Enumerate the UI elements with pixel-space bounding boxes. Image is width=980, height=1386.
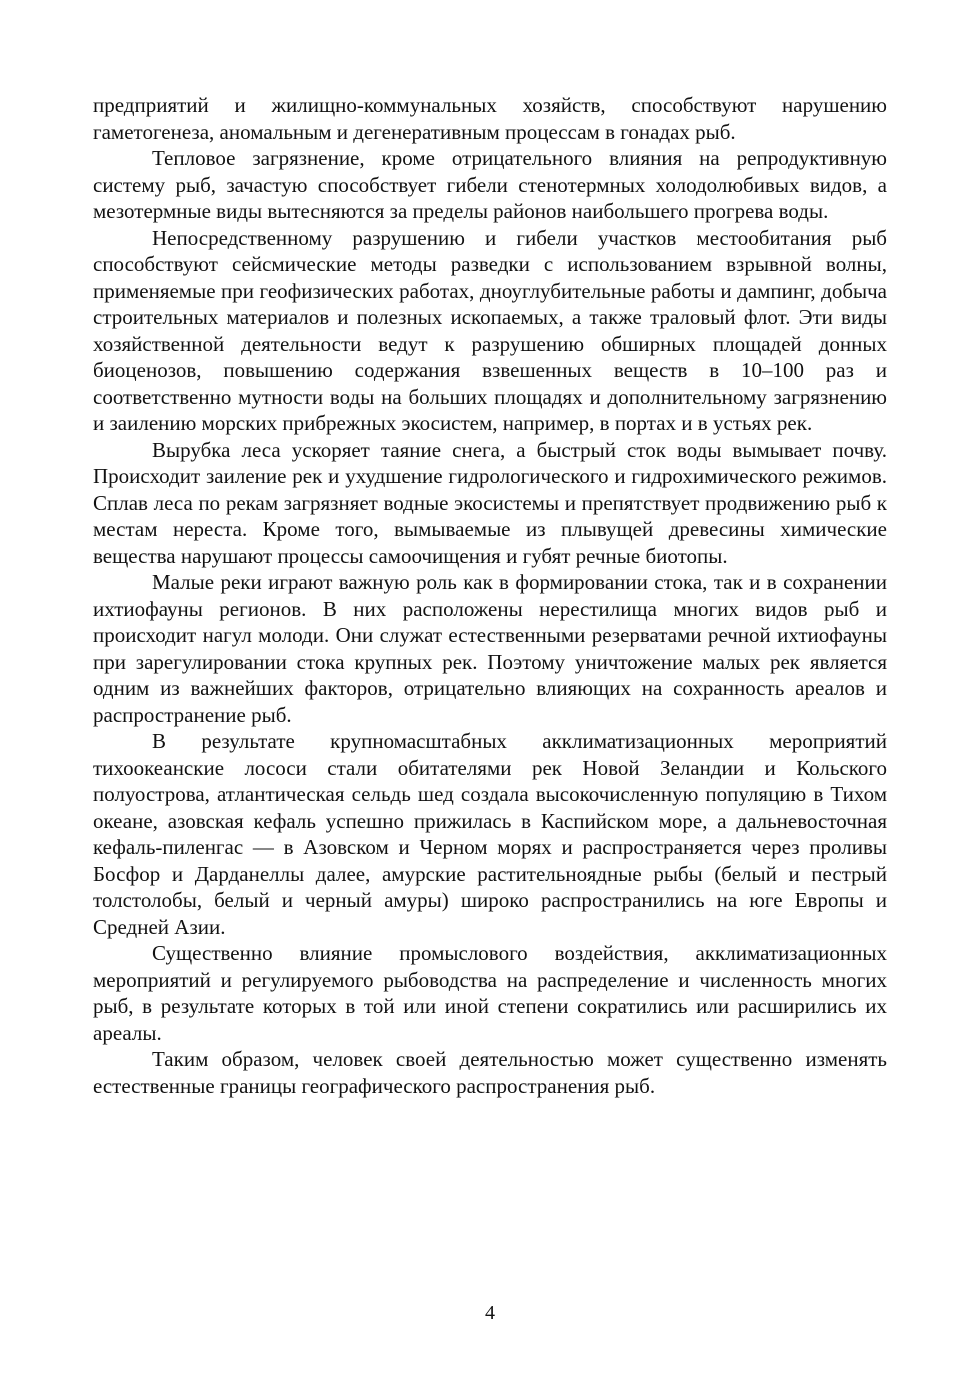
- paragraph-fishing-impact: Существенно влияние промыслового воздействия, акклиматизационных мероприятий и регулируемого рыбоводства на распределение и численность многих рыб, в результате которых в той или иной степени сократились или расширились их ареалы.: [93, 941, 887, 1045]
- paragraph-small-rivers: Малые реки играют важную роль как в формировании стока, так и в сохранении ихтиофауны регионов. В них расположены нерестилища многих видов рыб и происходит нагул молоди. Они служат естественными резерватами речной ихтиофауны при зарегулировании стока крупных рек. Поэтому уничтожение малых рек является одним из важнейших факторов, отрицательно влияющих на сохранность ареалов и распространение рыб.: [93, 570, 887, 727]
- page-number: 4: [485, 1302, 495, 1324]
- paragraph-continuation: предприятий и жилищно-коммунальных хозяйств, способствуют нарушению гаметогенеза, аномальным и дегенеративным процессам в гонадах рыб.: [93, 93, 887, 144]
- paragraph-habitat-destruction: Непосредственному разрушению и гибели участков местообитания рыб способствуют сейсмические методы разведки с использованием взрывной волны, применяемые при геофизических работах, дноуглубительные работы и дампинг, добыча строительных материалов и полезных ископаемых, а также траловый флот. Эти виды хозяйственной деятельности ведут к разрушению обширных площадей донных биоценозов, повышению содержания взвешенных веществ в 10–100 раз и соответственно мутности воды на больших площадях и дополнительному загрязнению и заилению морских прибрежных экосистем, например, в портах и в устьях рек.: [93, 225, 887, 435]
- paragraph-acclimatization: В результате крупномасштабных акклиматизационных мероприятий тихоокеанские лососи стали обитателями рек Новой Зеландии и Кольского полуострова, атлантическая сельдь шед создала высокочисленную популяцию в Тихом океане, азовская кефаль успешно прижилась в Каспийском море, а дальневосточная кефаль-пиленгас — в Азовском и Черном морях и распространяется через проливы Босфор и Дарданеллы далее, амурские растительноядные рыбы (белый и пестрый толстолобы, белый и черный амуры) широко распространились на юге Европы и Средней Азии.: [93, 729, 887, 939]
- body-text: [93, 92, 887, 1099]
- paragraph-thermal-pollution: Тепловое загрязнение, кроме отрицательного влияния на репродуктивную систему рыб, зачастую способствует гибели стенотермных холодолюбивых видов, а мезотермные виды вытесняются за пределы районов наибольшего прогрева воды.: [93, 146, 887, 223]
- paragraph-conclusion: Таким образом, человек своей деятельностью может существенно изменять естественные границы географического распространения рыб.: [93, 1047, 887, 1098]
- paragraph-deforestation: Вырубка леса ускоряет таяние снега, а быстрый сток воды вымывает почву. Происходит заиление рек и ухудшение гидрологического и гидрохимического режимов. Сплав леса по рекам загрязняет водные экосистемы и препятствует продвижению рыб к местам нереста. Кроме того, вымываемые из плывущей древесины химические вещества нарушают процессы самоочищения и губят речные биотопы.: [93, 437, 887, 568]
